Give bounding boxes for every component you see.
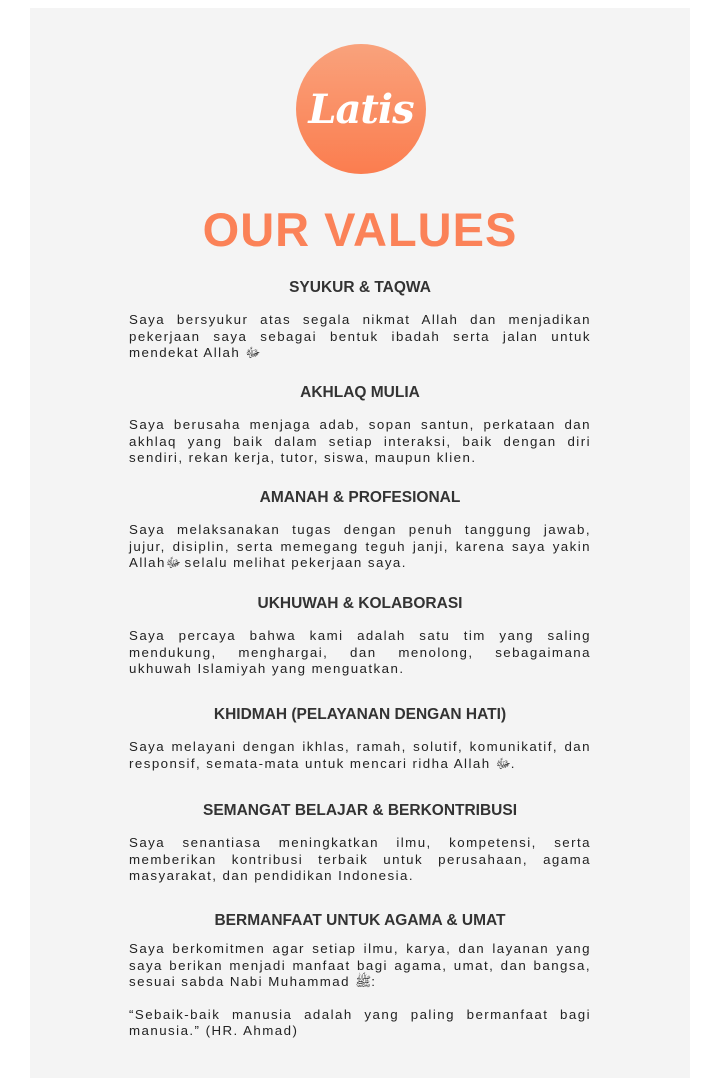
value-heading: BERMANFAAT UNTUK AGAMA & UMAT bbox=[214, 912, 506, 929]
value-text: Saya berkomitmen agar setiap ilmu, karya, dan layanan yang saya berikan menjadi manfaat bagi agama, umat, dan bangsa, sesuai sabda Nabi Muhammad ﷺ: bbox=[129, 941, 591, 989]
value-heading: AMANAH & PROFESIONAL bbox=[259, 489, 461, 506]
value-text: Saya senantiasa meningkatkan ilmu, kompetensi, serta memberikan kontribusi terbaik untuk perusahaan, agama masyarakat, dan pendidikan Indonesia. bbox=[129, 835, 591, 883]
value-section bbox=[129, 911, 591, 1040]
value-text: Saya melayani dengan ikhlas, ramah, solutif, komunikatif, dan responsif, semata-mata untuk mencari ridha Allah ﷻ. bbox=[129, 739, 591, 771]
value-section bbox=[129, 383, 591, 467]
page-title: OUR VALUES bbox=[202, 203, 518, 256]
value-text: Saya percaya bahwa kami adalah satu tim yang saling mendukung, menghargai, dan menolong, sebagaimana ukhuwah Islamiyah yang menguatkan. bbox=[129, 628, 591, 676]
value-heading: KHIDMAH (PELAYANAN DENGAN HATI) bbox=[213, 706, 507, 723]
hadith-quote: “Sebaik-baik manusia adalah yang paling bermanfaat bagi manusia.” (HR. Ahmad) bbox=[129, 1006, 591, 1038]
value-section bbox=[129, 705, 591, 772]
value-section bbox=[129, 488, 591, 572]
value-heading: SEMANGAT BELAJAR & BERKONTRIBUSI bbox=[202, 802, 518, 819]
value-heading: AKHLAQ MULIA bbox=[300, 384, 420, 401]
latis-logo bbox=[296, 44, 426, 174]
value-text: Saya melaksanakan tugas dengan penuh tanggung jawab, jujur, disiplin, serta memegang teguh janji, karena saya yakin Allahﷻ selalu melihat pekerjaan saya. bbox=[129, 522, 591, 570]
logo-text: Latis bbox=[308, 85, 414, 133]
value-heading: UKHUWAH & KOLABORASI bbox=[257, 595, 463, 612]
value-text: Saya bersyukur atas segala nikmat Allah dan menjadikan pekerjaan saya sebagai bentuk ibadah serta jalan untuk mendekat Allah ﷻ bbox=[129, 312, 591, 360]
value-heading: SYUKUR & TAQWA bbox=[289, 279, 431, 296]
value-section bbox=[129, 801, 591, 885]
value-section bbox=[129, 278, 591, 362]
value-section bbox=[129, 594, 591, 678]
value-text: Saya berusaha menjaga adab, sopan santun, perkataan dan akhlaq yang baik dalam setiap interaksi, baik dengan diri sendiri, rekan kerja, tutor, siswa, maupun klien. bbox=[129, 417, 591, 465]
